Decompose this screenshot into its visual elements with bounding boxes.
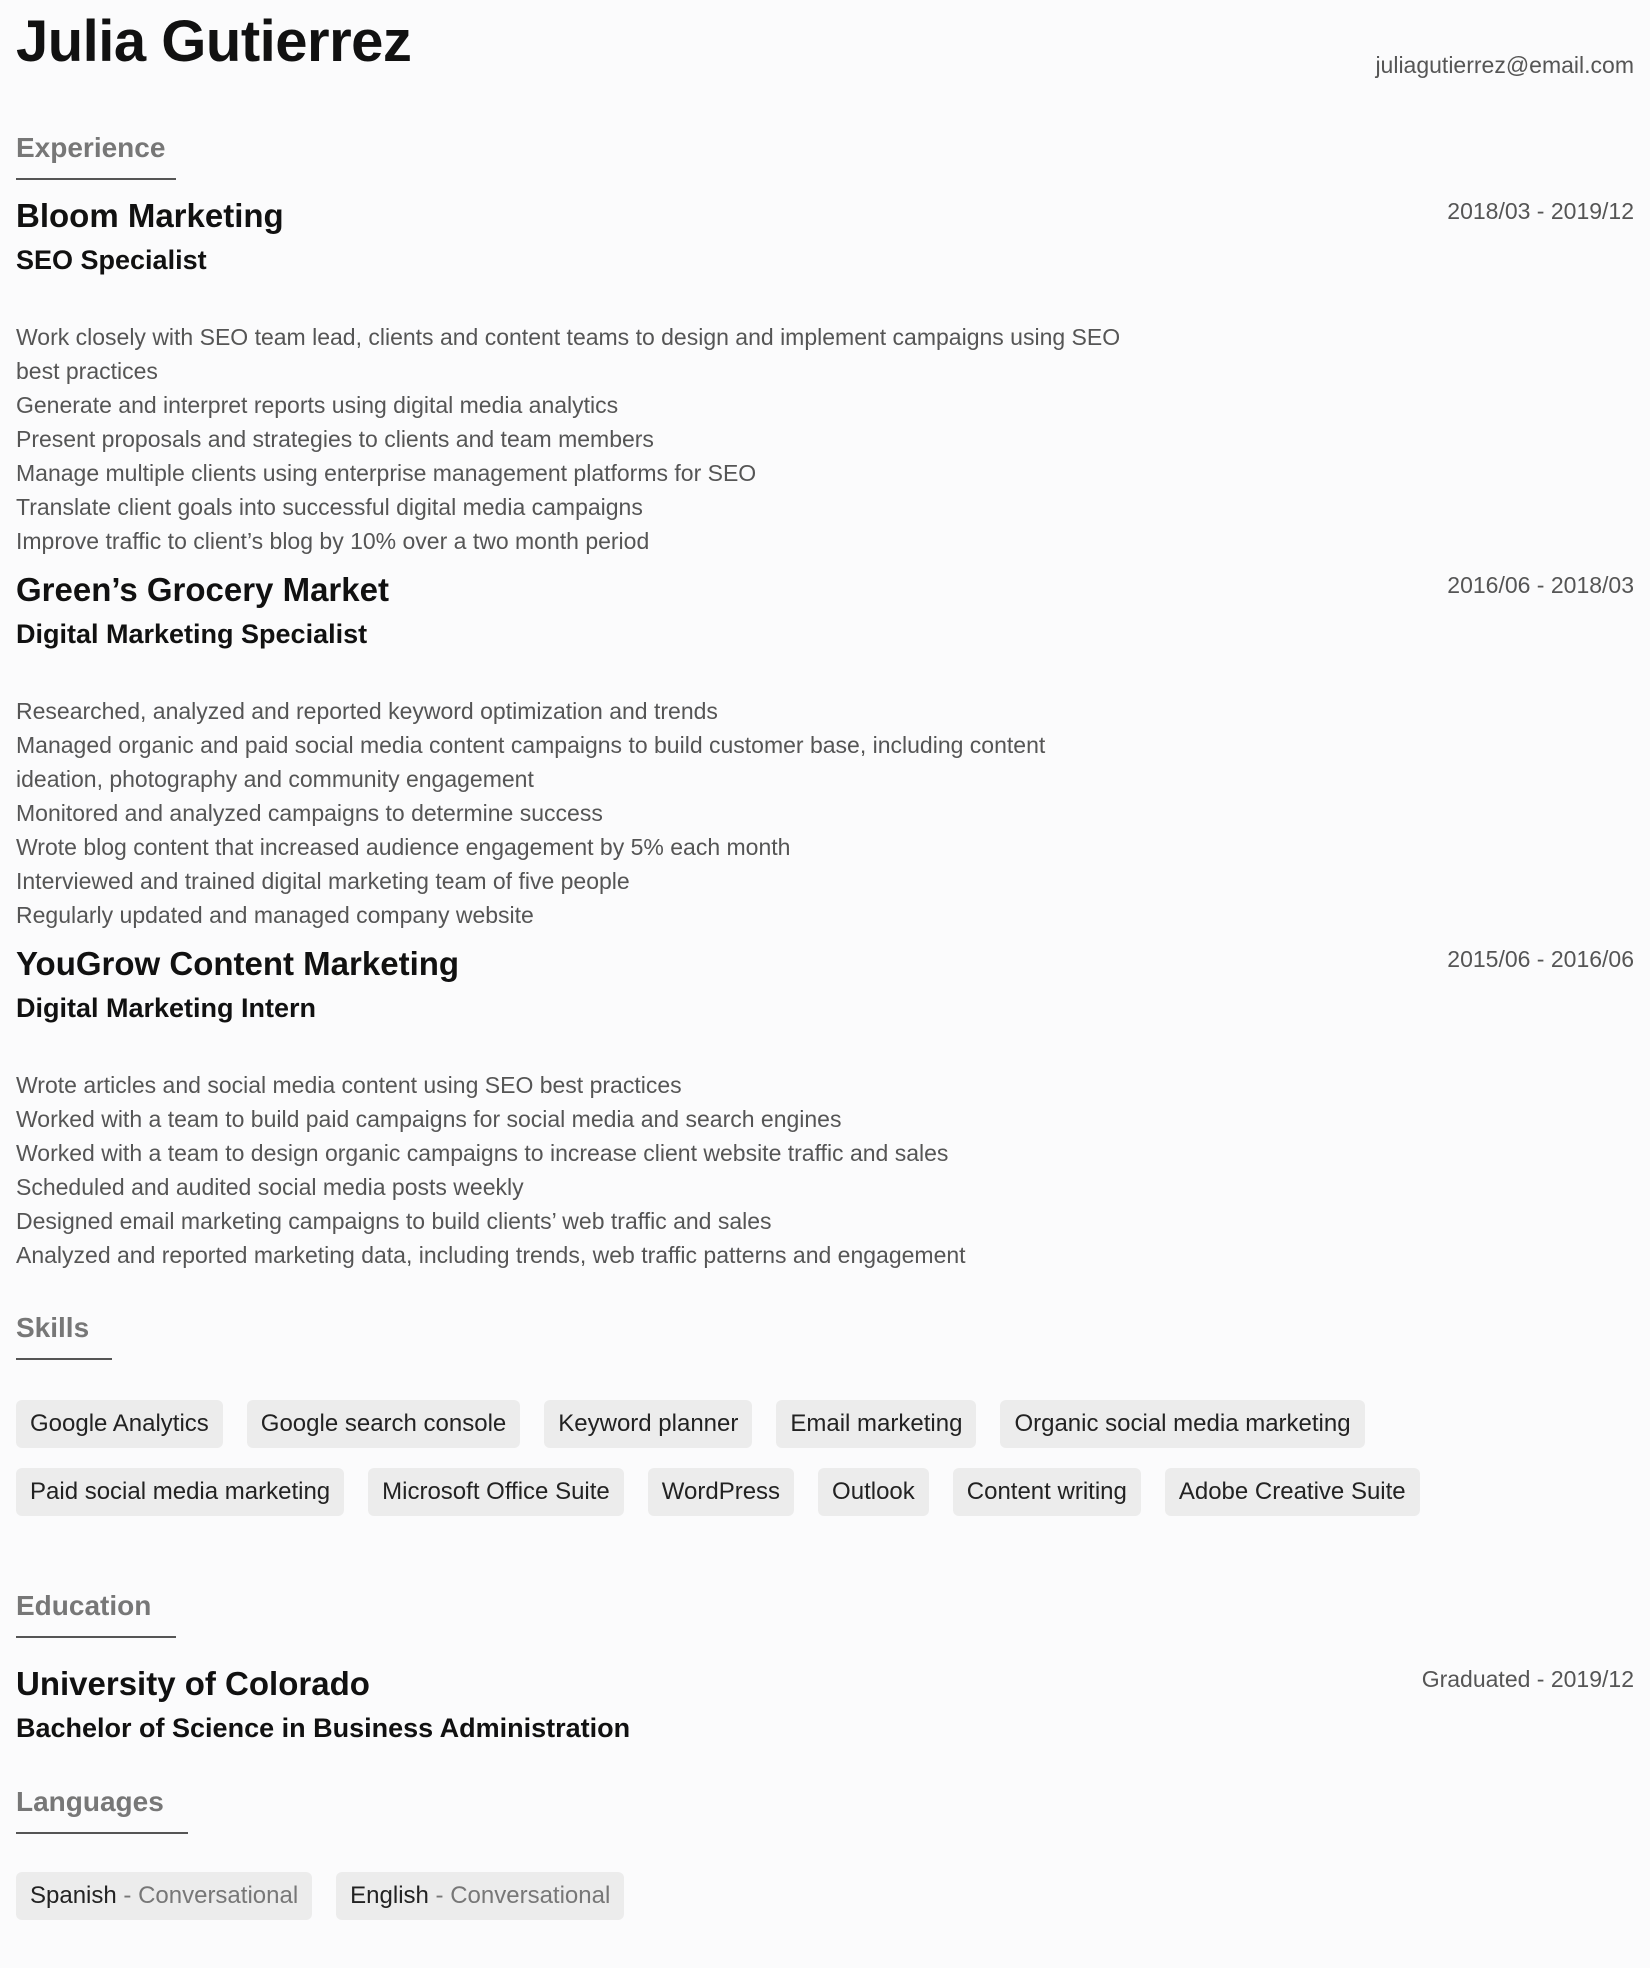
job-company: YouGrow Content Marketing — [16, 945, 460, 982]
language-level: Conversational — [450, 1882, 611, 1909]
language-separator: - — [116, 1882, 139, 1909]
school-name: University of Colorado — [16, 1665, 370, 1702]
job-dates: 2015/06 - 2016/06 — [1447, 946, 1634, 972]
skill-chip: Paid social media marketing — [16, 1468, 344, 1516]
job-bullet: Worked with a team to build paid campaigns for social media and search engines — [16, 1106, 842, 1132]
job-bullet: Designed email marketing campaigns to build clients’ web traffic and sales — [16, 1208, 772, 1234]
job-bullet: Researched, analyzed and reported keyword optimization and trends — [16, 698, 718, 724]
job-bullet: Wrote blog content that increased audience engagement by 5% each month — [16, 834, 791, 860]
job-role: Digital Marketing Specialist — [16, 619, 368, 649]
job-bullet: Monitored and analyzed campaigns to determine success — [16, 800, 603, 826]
education-heading: Education — [16, 1590, 176, 1638]
job-dates: 2016/06 - 2018/03 — [1447, 572, 1634, 598]
skill-chip: Outlook — [818, 1468, 929, 1516]
job-entry — [16, 942, 1634, 1272]
job-bullets — [16, 320, 1136, 558]
skill-chip: WordPress — [648, 1468, 794, 1516]
language-name: English — [350, 1882, 429, 1909]
languages-section — [16, 1786, 1634, 1920]
language-chip — [336, 1872, 624, 1920]
job-bullet: Manage multiple clients using enterprise management platforms for SEO — [16, 460, 757, 486]
job-bullets — [16, 694, 1136, 932]
email-address: juliagutierrez@email.com — [1375, 52, 1634, 78]
job-dates: 2018/03 - 2019/12 — [1447, 198, 1634, 224]
candidate-name: Julia Gutierrez — [16, 9, 412, 74]
job-bullet: Generate and interpret reports using digital media analytics — [16, 392, 619, 418]
job-bullet: Present proposals and strategies to clients and team members — [16, 426, 654, 452]
skill-chip: Organic social media marketing — [1000, 1400, 1364, 1448]
skill-chip: Content writing — [953, 1468, 1141, 1516]
job-bullet: Work closely with SEO team lead, clients and content teams to design and implement campaigns using SEO best practices — [16, 324, 1121, 384]
degree: Bachelor of Science in Business Administration — [16, 1713, 631, 1743]
skill-chip: Google search console — [247, 1400, 520, 1448]
job-bullet: Worked with a team to design organic campaigns to increase client website traffic and sales — [16, 1140, 949, 1166]
languages-heading: Languages — [16, 1786, 188, 1834]
resume-header — [16, 0, 1634, 150]
skills-list — [16, 1400, 1536, 1516]
job-bullet: Translate client goals into successful digital media campaigns — [16, 494, 643, 520]
language-level: Conversational — [138, 1882, 299, 1909]
job-entry — [16, 568, 1634, 932]
skills-heading: Skills — [16, 1312, 112, 1360]
language-chip — [16, 1872, 312, 1920]
graduation-date: Graduated - 2019/12 — [1421, 1666, 1634, 1692]
job-role: Digital Marketing Intern — [16, 993, 317, 1023]
job-company: Bloom Marketing — [16, 197, 284, 234]
job-bullet: Interviewed and trained digital marketing team of five people — [16, 868, 630, 894]
job-company: Green’s Grocery Market — [16, 571, 389, 608]
job-entry — [16, 194, 1634, 558]
job-role: SEO Specialist — [16, 245, 207, 275]
languages-list — [16, 1872, 1634, 1920]
job-bullet: Improve traffic to client’s blog by 10% over a two month period — [16, 528, 650, 554]
job-bullets — [16, 1068, 1136, 1272]
language-name: Spanish — [30, 1882, 117, 1909]
job-bullet: Analyzed and reported marketing data, including trends, web traffic patterns and engagement — [16, 1242, 966, 1268]
skill-chip: Google Analytics — [16, 1400, 223, 1448]
job-bullet: Regularly updated and managed company website — [16, 902, 534, 928]
skill-chip: Microsoft Office Suite — [368, 1468, 624, 1516]
experience-section — [16, 132, 1634, 1272]
skill-chip: Adobe Creative Suite — [1165, 1468, 1420, 1516]
language-separator: - — [428, 1882, 451, 1909]
education-entry — [16, 1662, 1634, 1750]
resume-page — [16, 0, 1634, 1920]
job-bullet: Managed organic and paid social media content campaigns to build customer base, including content ideation, photography and community engagement — [16, 732, 1046, 792]
skill-chip: Email marketing — [776, 1400, 976, 1448]
job-bullet: Scheduled and audited social media posts weekly — [16, 1174, 524, 1200]
education-section — [16, 1566, 1634, 1750]
skill-chip: Keyword planner — [544, 1400, 752, 1448]
experience-heading: Experience — [16, 132, 176, 180]
job-bullet: Wrote articles and social media content using SEO best practices — [16, 1072, 682, 1098]
skills-section — [16, 1312, 1634, 1516]
